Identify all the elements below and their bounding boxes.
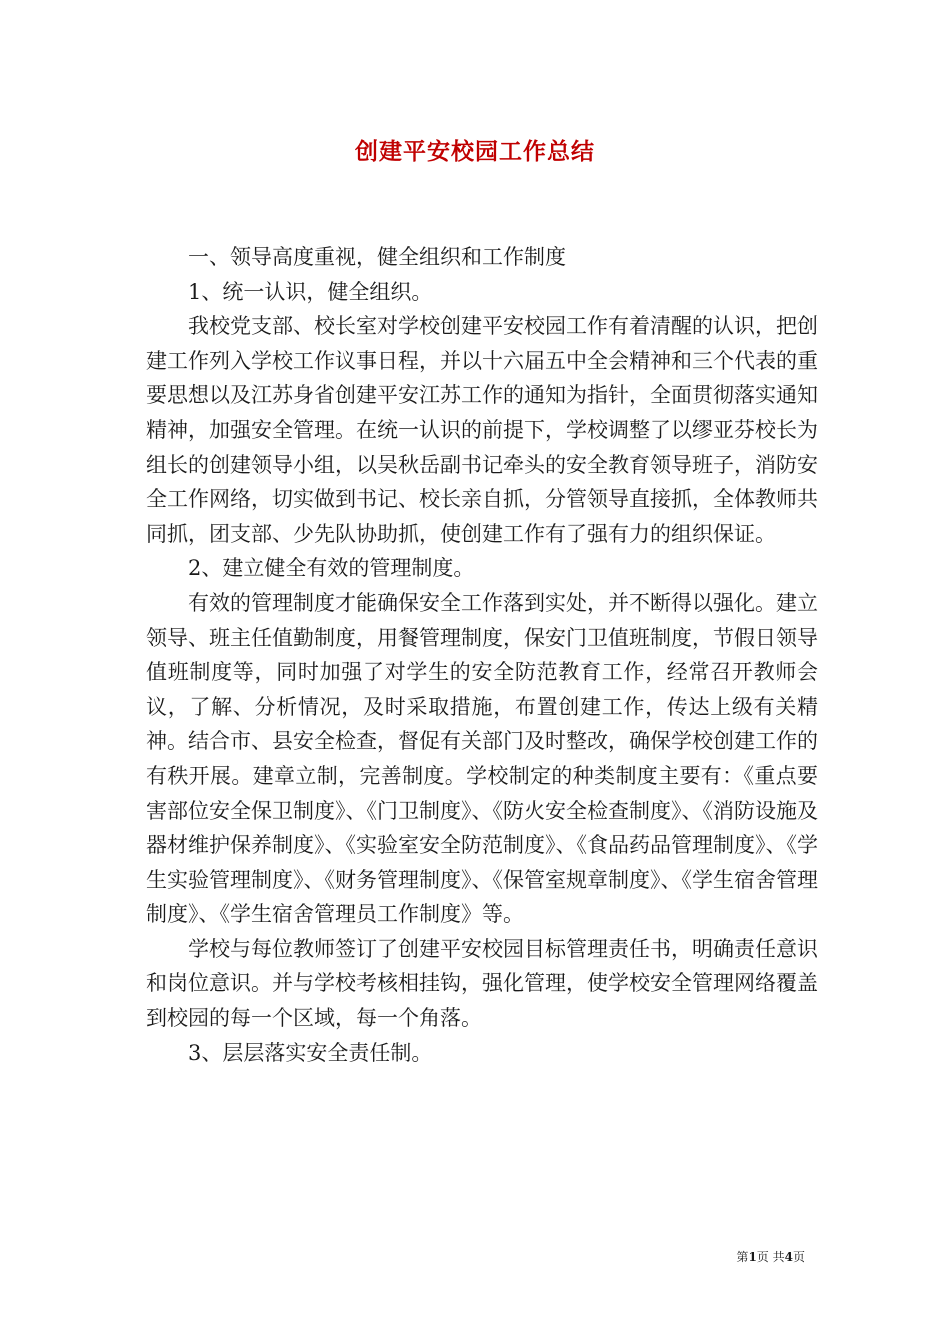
current-page-number: 1 bbox=[748, 1250, 757, 1264]
body-paragraph: 有效的管理制度才能确保安全工作落到实处，并不断得以强化。建立领导、班主任值勤制度，用餐管理制度，保安门卫值班制度，节假日领导值班制度等，同时加强了对学生的安全防范教育工作，经常召开教师会议，了解、分析情况，及时采取措施，布置创建工作，传达上级有关精神。结合市、县安全检查，督促有关部门及时整改，确保学校创建工作的有秩开展。建章立制，完善制度。学校制定的种类制度主要有：《重点要害部位安全保卫制度》、《门卫制度》、《防火安全检查制度》、《消防设施及器材维护保养制度》、《实验室安全防范制度》、《食品药品管理制度》、《学生实验管理制度》、《财务管理制度》、《保管室规章制度》、《学生宿舍管理制度》、《学生宿舍管理员工作制度》等。 bbox=[146, 590, 818, 927]
subsection-heading: 2、建立健全有效的管理制度。 bbox=[188, 556, 475, 581]
footer-middle: 页 共 bbox=[756, 1250, 785, 1264]
document-body bbox=[146, 240, 818, 1070]
subsection-heading: 1、统一认识，健全组织。 bbox=[188, 279, 433, 304]
body-paragraph: 学校与每位教师签订了创建平安校园目标管理责任书，明确责任意识和岗位意识。并与学校考核相挂钩，强化管理，使学校安全管理网络覆盖到校园的每一个区域，每一个角落。 bbox=[146, 936, 818, 1031]
document-title: 创建平安校园工作总结 bbox=[355, 138, 595, 165]
subsection-heading: 3、层层落实安全责任制。 bbox=[188, 1040, 433, 1065]
total-pages-number: 4 bbox=[784, 1250, 793, 1264]
footer-suffix: 页 bbox=[792, 1250, 805, 1264]
body-paragraph: 我校党支部、校长室对学校创建平安校园工作有着清醒的认识，把创建工作列入学校工作议事日程，并以十六届五中全会精神和三个代表的重要思想以及江苏身省创建平安江苏工作的通知为指针，全面贯彻落实通知精神，加强安全管理。在统一认识的前提下，学校调整了以缪亚芬校长为组长的创建领导小组，以吴秋岳副书记牵头的安全教育领导班子，消防安全工作网络，切实做到书记、校长亲自抓，分管领导直接抓，全体教师共同抓，团支部、少先队协助抓，使创建工作有了强有力的组织保证。 bbox=[146, 314, 818, 546]
page-number-footer bbox=[736, 1248, 805, 1265]
footer-prefix: 第 bbox=[736, 1250, 749, 1264]
section-heading: 一、领导高度重视，健全组织和工作制度 bbox=[188, 245, 566, 269]
